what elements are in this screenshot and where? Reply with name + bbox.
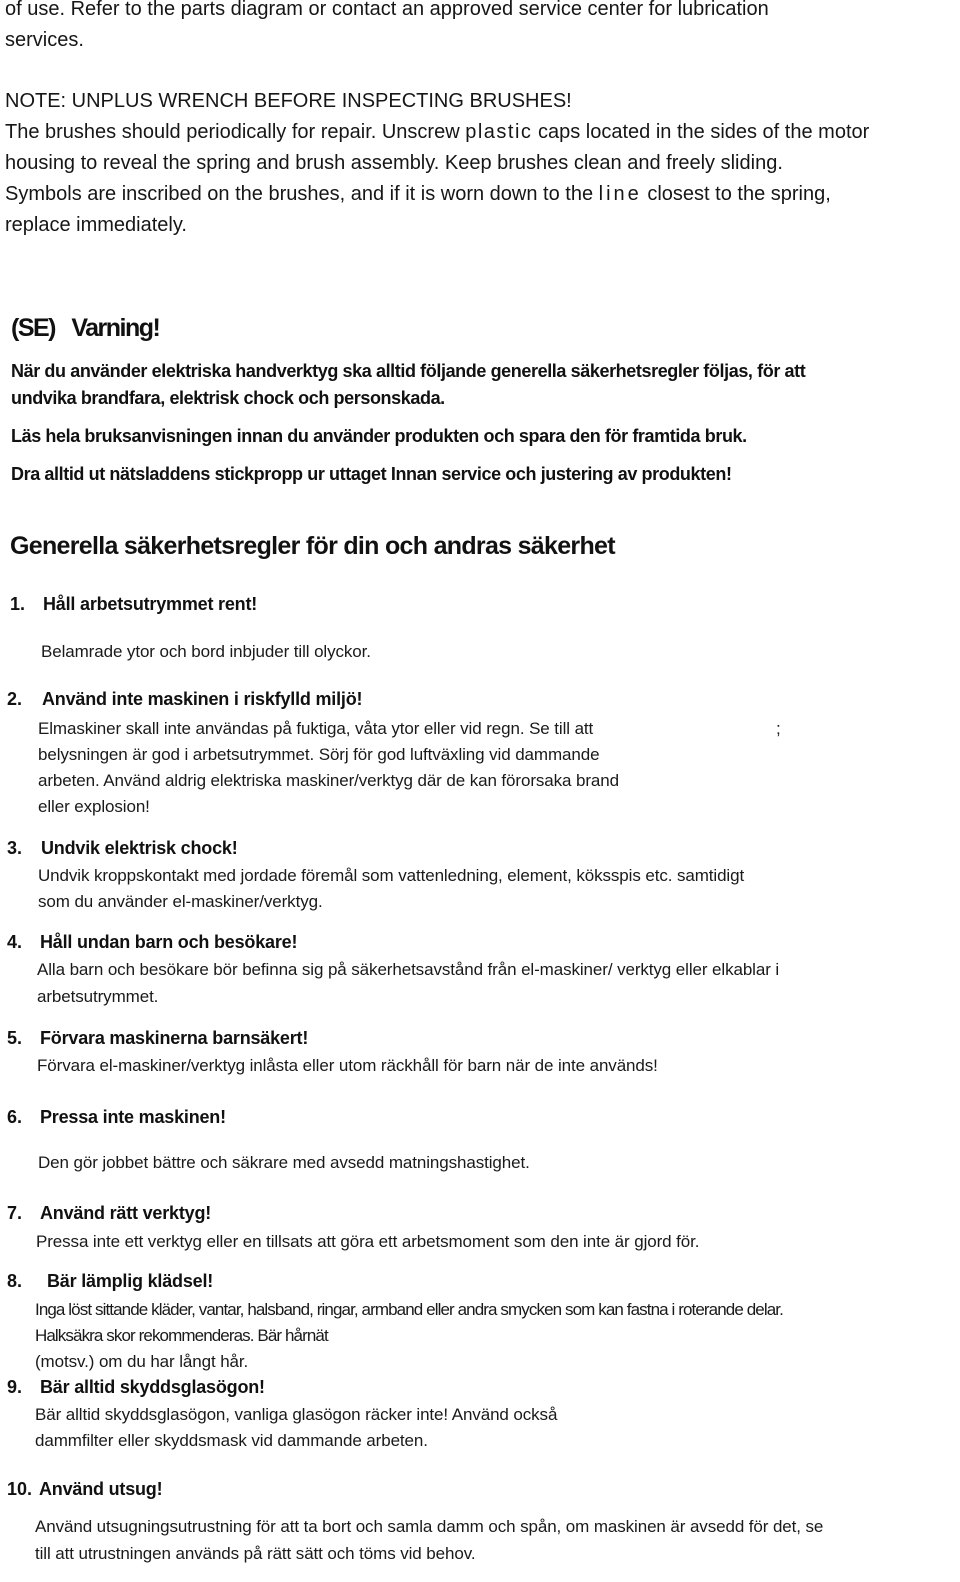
rule-number: 4. [7,932,23,952]
rule-number: 6. [7,1107,23,1127]
rule-number: 2. [7,689,23,709]
rule-body: arbetsutrymmet. [37,987,159,1006]
section-title: Generella säkerhetsregler för din och andras säkerhet [10,532,615,560]
warning-title: (SE) Varning! [11,314,160,342]
rule-body: Inga löst sittande kläder, vantar, halsband, ringar, armband eller andra smycken som kan fastna i roterande delar. [35,1300,783,1319]
rule-body: Halksäkra skor rekommenderas. Bär hårnät [35,1326,328,1345]
rule-number: 5. [7,1028,23,1048]
rule-body: Den gör jobbet bättre och säkrare med avsedd matningshastighet. [38,1153,530,1172]
rule-number: 7. [7,1203,23,1223]
rule-number: 1. [10,594,26,614]
rule-body: dammfilter eller skyddsmask vid dammande arbeten. [35,1431,428,1450]
intro-paragraph-line: housing to reveal the spring and brush assembly. Keep brushes clean and freely sliding. [5,152,783,174]
note-heading: NOTE: UNPLUS WRENCH BEFORE INSPECTING BRUSHES! [5,90,572,112]
rule-body: till att utrustningen används på rätt sätt och töms vid behov. [35,1544,476,1563]
warning-text: Dra alltid ut nätsladdens stickpropp ur uttaget Innan service och justering av produkten! [11,464,732,484]
rule-body: Elmaskiner skall inte användas på fuktiga, våta ytor eller vid regn. Se till att [38,719,594,738]
rule-title: Använd inte maskinen i riskfylld miljö! [42,689,363,709]
rule-number: 8. [7,1271,23,1291]
intro-line: of use. Refer to the parts diagram or contact an approved service center for lubrication [5,0,769,20]
intro-paragraph-line: The brushes should periodically for repair. Unscrew plastic caps located in the sides of the motor [5,121,870,143]
rule-body: Undvik kroppskontakt med jordade föremål som vattenledning, element, köksspis etc. samtidigt [38,866,745,885]
rule-title: Förvara maskinerna barnsäkert! [40,1028,309,1048]
rule-title: Använd rätt verktyg! [40,1203,212,1223]
rule-body: (motsv.) om du har långt hår. [35,1352,249,1371]
rule-body: Förvara el-maskiner/verktyg inlåsta eller utom räckhåll för barn när de inte används! [37,1056,658,1075]
rule-body: Pressa inte ett verktyg eller en tillsats att göra ett arbetsmoment som den inte är gjord för. [36,1232,700,1251]
rule-title: Håll arbetsutrymmet rent! [43,594,258,614]
rule-body-extra: ; [776,719,781,738]
rule-body: som du använder el-maskiner/verktyg. [38,892,323,911]
rule-title: Undvik elektrisk chock! [41,838,238,858]
rule-number: 10. [7,1479,33,1499]
rule-number: 3. [7,838,23,858]
intro-paragraph-line: replace immediately. [5,214,187,236]
rule-body: belysningen är god i arbetsutrymmet. Sörj för god luftväxling vid dammande [38,745,600,764]
warning-text: undvika brandfara, elektrisk chock och personskada. [11,388,445,408]
rule-number: 9. [7,1377,23,1397]
rule-title: Använd utsug! [39,1479,163,1499]
rule-title: Bär alltid skyddsglasögon! [40,1377,265,1397]
rule-body: eller explosion! [38,797,150,816]
rule-body: Använd utsugningsutrustning för att ta bort och samla damm och spån, om maskinen är avsedd för det, se [35,1517,824,1536]
rule-title: Bär lämplig klädsel! [47,1271,214,1291]
intro-paragraph-line: Symbols are inscribed on the brushes, and if it is worn down to the line closest to the spring, [5,183,831,205]
warning-text: När du använder elektriska handverktyg ska alltid följande generella säkerhetsregler följas, för att [11,361,806,381]
rule-body: Belamrade ytor och bord inbjuder till olyckor. [41,642,371,661]
rule-title: Håll undan barn och besökare! [40,932,298,952]
warning-text: Läs hela bruksanvisningen innan du använder produkten och spara den för framtida bruk. [11,426,747,446]
rule-title: Pressa inte maskinen! [40,1107,226,1127]
intro-block [5,0,955,56]
rule-body: Bär alltid skyddsglasögon, vanliga glasögon räcker inte! Använd också [35,1405,558,1424]
intro-notes [5,86,955,241]
intro-line: services. [5,29,84,51]
rule-body: Alla barn och besökare bör befinna sig på säkerhetsavstånd från el-maskiner/ verktyg eller elkablar i [37,960,780,979]
rule-body: arbeten. Använd aldrig elektriska maskiner/verktyg där de kan förorsaka brand [38,771,620,790]
